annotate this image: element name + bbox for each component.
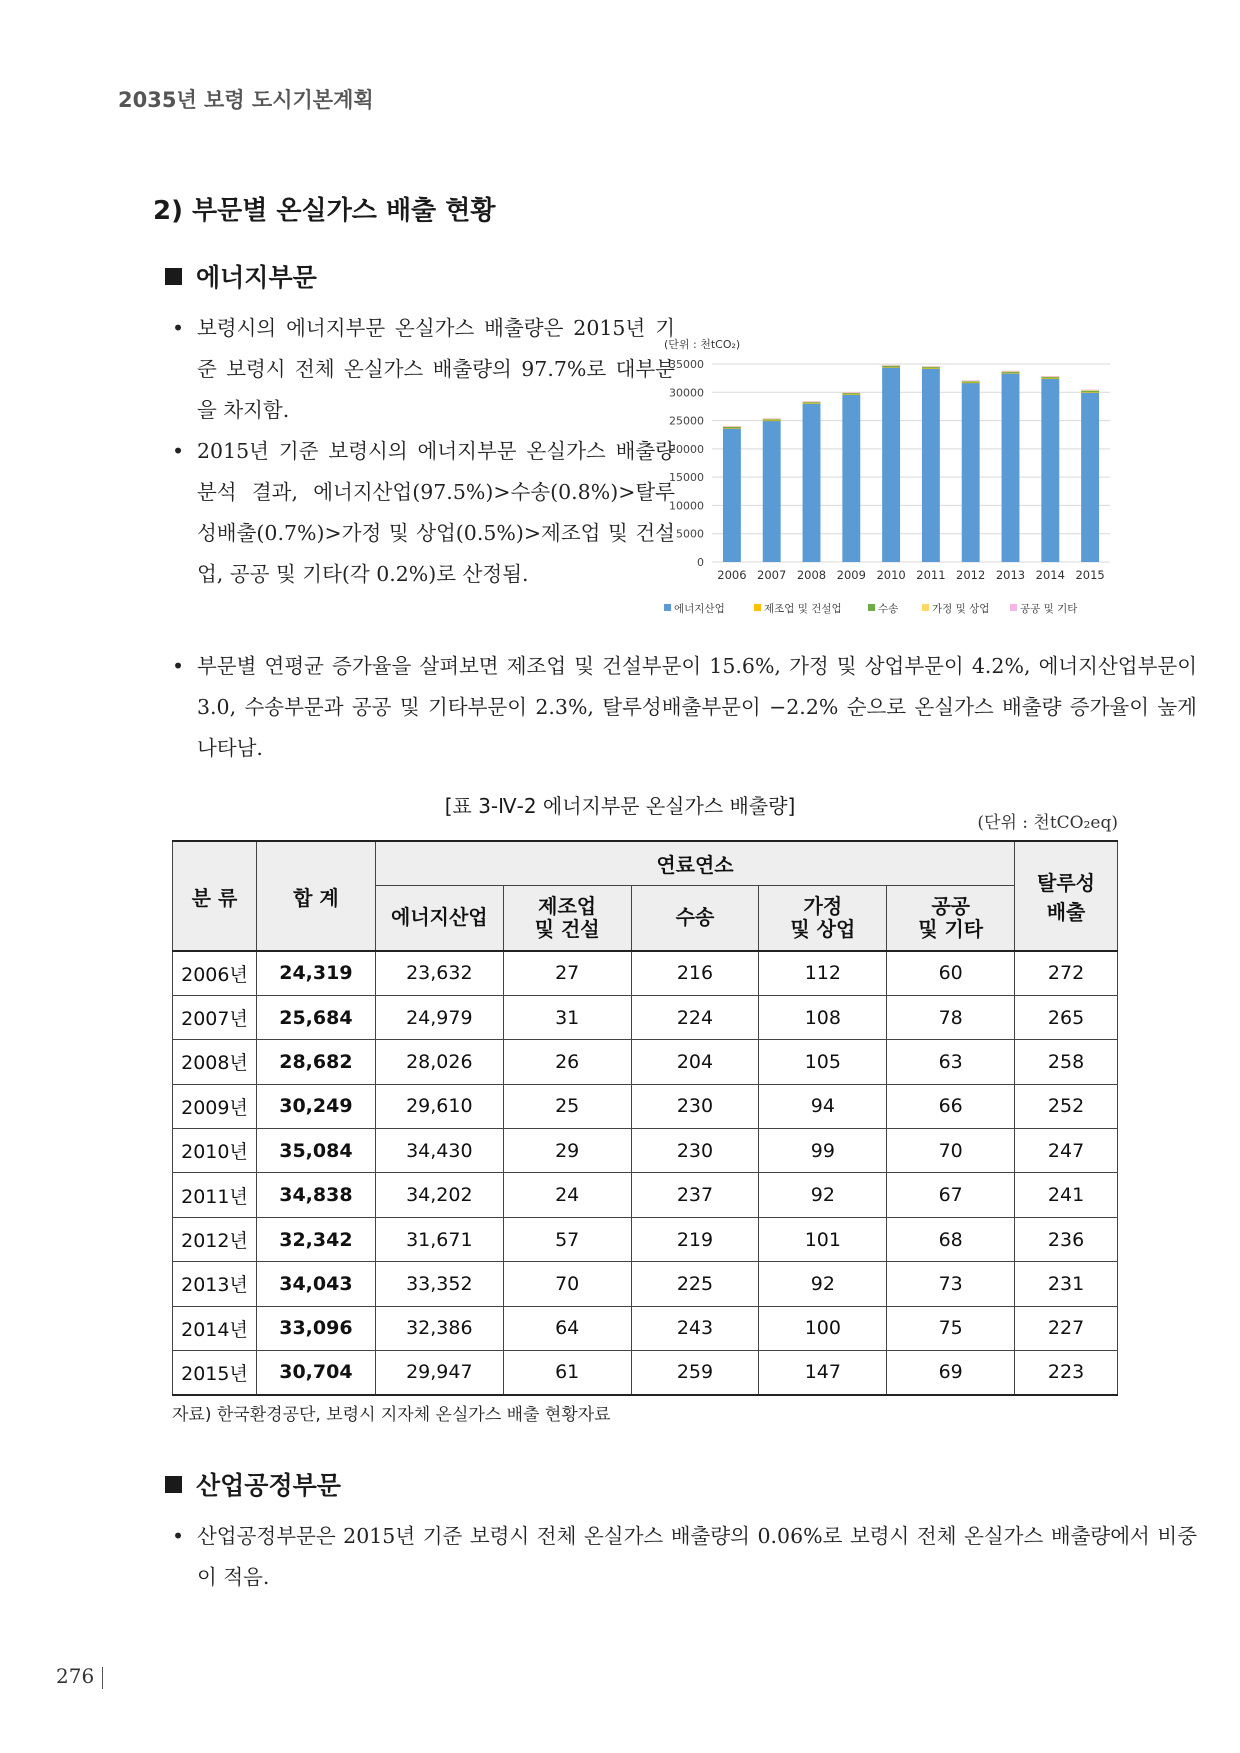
chart-bar-2 [962, 381, 980, 382]
chart-bar-0 [1002, 373, 1020, 562]
cell-transport: 225 [631, 1262, 759, 1306]
row-total: 34,838 [256, 1173, 375, 1217]
industry-heading-label: 산업공정부문 [196, 1471, 341, 1500]
chart-bar-1 [842, 394, 860, 395]
chart-bar-1 [803, 403, 821, 404]
chart-bar-2 [723, 427, 741, 428]
cell-transport: 259 [631, 1351, 759, 1395]
chart-bar-0 [723, 428, 741, 562]
cell-household: 94 [759, 1084, 887, 1128]
chart-bar-4 [803, 401, 821, 402]
square-bullet-icon [165, 1476, 182, 1493]
chart-bar-4 [1081, 390, 1099, 391]
chart-x-tick-label: 2015 [1075, 568, 1105, 582]
cell-energy-industry: 23,632 [375, 951, 503, 995]
cell-household: 112 [759, 951, 887, 995]
cell-household: 108 [759, 995, 887, 1039]
cell-transport: 224 [631, 995, 759, 1039]
cell-public: 75 [887, 1306, 1015, 1350]
row-year: 2013년 [173, 1262, 257, 1306]
energy-emissions-table [172, 840, 1118, 1396]
bullet-text: 보령시의 에너지부문 온실가스 배출량은 2015년 기준 보령시 전체 온실가스 배출량의 97.7%로 대부분을 차지함. [197, 316, 675, 422]
energy-emissions-chart [660, 334, 1120, 634]
row-year: 2014년 [173, 1306, 257, 1350]
chart-legend-swatch [868, 604, 875, 611]
table-row [173, 1129, 1118, 1173]
chart-bar-1 [962, 383, 980, 384]
chart-bar-0 [1041, 379, 1059, 562]
chart-svg [660, 334, 1120, 634]
row-year: 2010년 [173, 1129, 257, 1173]
header-fugitive [1015, 841, 1118, 951]
cell-energy-industry: 24,979 [375, 995, 503, 1039]
cell-fugitive: 272 [1015, 951, 1118, 995]
table-row [173, 1040, 1118, 1084]
cell-manufacturing: 31 [503, 995, 631, 1039]
cell-fugitive: 231 [1015, 1262, 1118, 1306]
chart-bar-1 [922, 368, 940, 369]
cell-energy-industry: 29,610 [375, 1084, 503, 1128]
table-row [173, 995, 1118, 1039]
cell-energy-industry: 34,430 [375, 1129, 503, 1173]
row-year: 2009년 [173, 1084, 257, 1128]
cell-household: 92 [759, 1262, 887, 1306]
bullet-dot-icon: • [172, 654, 185, 678]
chart-y-tick-label: 25000 [669, 414, 704, 428]
cell-public: 70 [887, 1129, 1015, 1173]
bullet-text: 산업공정부문은 2015년 기준 보령시 전체 온실가스 배출량의 0.06%로 보령시 전체 온실가스 배출량에서 비중이 적음. [197, 1524, 1197, 1589]
chart-y-tick-label: 20000 [669, 442, 704, 456]
chart-bar-0 [922, 369, 940, 562]
chart-bar-1 [1081, 392, 1099, 393]
table-row [173, 1262, 1118, 1306]
chart-bar-1 [763, 421, 781, 422]
cell-public: 63 [887, 1040, 1015, 1084]
chart-unit-label: (단위 : 천tCO₂) [664, 338, 741, 351]
chart-bar-4 [842, 392, 860, 393]
chart-legend-label: 가정 및 상업 [932, 603, 990, 615]
chart-bar-4 [1002, 371, 1020, 372]
cell-transport: 237 [631, 1173, 759, 1217]
cell-fugitive: 252 [1015, 1084, 1118, 1128]
cell-household: 101 [759, 1217, 887, 1261]
cell-manufacturing: 25 [503, 1084, 631, 1128]
row-total: 33,096 [256, 1306, 375, 1350]
cell-transport: 219 [631, 1217, 759, 1261]
row-total: 34,043 [256, 1262, 375, 1306]
table-row [173, 1351, 1118, 1395]
row-total: 35,084 [256, 1129, 375, 1173]
cell-fugitive: 265 [1015, 995, 1118, 1039]
chart-bar-2 [763, 419, 781, 420]
chart-bar-4 [882, 365, 900, 366]
chart-x-tick-label: 2013 [995, 568, 1026, 582]
cell-public: 68 [887, 1217, 1015, 1261]
table-row [173, 1084, 1118, 1128]
industry-bullet-1 [172, 1516, 1197, 1598]
row-year: 2008년 [173, 1040, 257, 1084]
chart-bar-1 [882, 367, 900, 368]
cell-public: 78 [887, 995, 1015, 1039]
cell-household: 105 [759, 1040, 887, 1084]
cell-transport: 230 [631, 1084, 759, 1128]
row-total: 28,682 [256, 1040, 375, 1084]
header-public-l2: 및 기타 [918, 916, 984, 941]
chart-legend-swatch [1010, 604, 1017, 611]
energy-heading-label: 에너지부문 [196, 263, 317, 292]
row-total: 32,342 [256, 1217, 375, 1261]
chart-bar-0 [763, 421, 781, 562]
bullet-text: 부문별 연평균 증가율을 살펴보면 제조업 및 건설부문이 15.6%, 가정 및 상업부문이 4.2%, 에너지산업부문이 3.0, 수송부문과 공공 및 기타부문이 2.3%, 탈루성배출부문이 −2.2% 순으로 온실가스 배출량 증가율이 높게 나타남. [197, 654, 1197, 760]
chart-y-tick-label: 0 [697, 556, 704, 569]
row-year: 2011년 [173, 1173, 257, 1217]
cell-manufacturing: 64 [503, 1306, 631, 1350]
bullet-dot-icon: • [172, 1524, 185, 1548]
bullet-dot-icon: • [172, 316, 185, 340]
header-public-l1: 공공 [931, 893, 970, 918]
cell-transport: 230 [631, 1129, 759, 1173]
header-household [759, 885, 887, 951]
cell-public: 69 [887, 1351, 1015, 1395]
table-row [173, 1306, 1118, 1350]
chart-bar-4 [1041, 376, 1059, 377]
cell-public: 60 [887, 951, 1015, 995]
chart-legend-label: 제조업 및 건설업 [764, 603, 842, 615]
cell-transport: 204 [631, 1040, 759, 1084]
chart-x-tick-label: 2007 [757, 568, 787, 582]
cell-public: 66 [887, 1084, 1015, 1128]
chart-x-tick-label: 2012 [956, 568, 986, 582]
chart-bar-0 [803, 403, 821, 562]
cell-energy-industry: 32,386 [375, 1306, 503, 1350]
chart-bar-2 [882, 366, 900, 367]
chart-bar-4 [962, 380, 980, 381]
header-fugitive-l2: 배출 [1046, 900, 1086, 924]
table-body [173, 951, 1118, 1395]
industry-heading [165, 1466, 341, 1502]
row-total: 30,704 [256, 1351, 375, 1395]
cell-transport: 216 [631, 951, 759, 995]
page-divider [102, 1667, 103, 1689]
cell-manufacturing: 26 [503, 1040, 631, 1084]
cell-transport: 243 [631, 1306, 759, 1350]
header-manufacturing-l2: 및 건설 [534, 916, 600, 941]
cell-public: 73 [887, 1262, 1015, 1306]
cell-energy-industry: 31,671 [375, 1217, 503, 1261]
cell-fugitive: 247 [1015, 1129, 1118, 1173]
energy-bullet-2 [172, 431, 675, 595]
cell-public: 67 [887, 1173, 1015, 1217]
chart-y-tick-label: 30000 [669, 386, 704, 400]
chart-x-tick-label: 2011 [916, 568, 946, 582]
chart-bar-0 [962, 383, 980, 562]
chart-y-tick-label: 5000 [676, 527, 704, 541]
row-total: 30,249 [256, 1084, 375, 1128]
cell-household: 100 [759, 1306, 887, 1350]
energy-bullet-3 [172, 646, 1197, 769]
header-manufacturing-l1: 제조업 [538, 893, 597, 918]
chart-bar-1 [723, 428, 741, 429]
page-number-value: 276 [56, 1664, 95, 1688]
table-row [173, 1173, 1118, 1217]
header-manufacturing [503, 885, 631, 951]
header-fuel-combustion: 연료연소 [375, 841, 1014, 885]
row-year: 2012년 [173, 1217, 257, 1261]
row-year: 2006년 [173, 951, 257, 995]
chart-x-tick-label: 2009 [836, 568, 866, 582]
header-total: 합 계 [256, 841, 375, 951]
cell-fugitive: 236 [1015, 1217, 1118, 1261]
chart-bar-0 [842, 394, 860, 562]
cell-fugitive: 223 [1015, 1351, 1118, 1395]
chart-legend-label: 공공 및 기타 [1020, 603, 1078, 615]
cell-energy-industry: 28,026 [375, 1040, 503, 1084]
chart-x-tick-label: 2006 [717, 568, 747, 582]
chart-bar-4 [763, 418, 781, 419]
cell-energy-industry: 34,202 [375, 1173, 503, 1217]
chart-legend-swatch [754, 604, 761, 611]
header-public [887, 885, 1015, 951]
row-year: 2007년 [173, 995, 257, 1039]
cell-fugitive: 258 [1015, 1040, 1118, 1084]
cell-household: 99 [759, 1129, 887, 1173]
header-energy-industry: 에너지산업 [375, 885, 503, 951]
chart-bar-1 [1041, 378, 1059, 379]
square-bullet-icon [165, 268, 182, 285]
chart-bar-2 [922, 367, 940, 368]
section-title: 2) 부문별 온실가스 배출 현황 [153, 196, 496, 226]
chart-legend-label: 에너지산업 [674, 603, 725, 615]
cell-fugitive: 241 [1015, 1173, 1118, 1217]
chart-bar-4 [922, 366, 940, 367]
cell-manufacturing: 61 [503, 1351, 631, 1395]
chart-bar-2 [1002, 372, 1020, 373]
cell-household: 92 [759, 1173, 887, 1217]
row-year: 2015년 [173, 1351, 257, 1395]
running-header: 2035년 보령 도시기본계획 [118, 88, 374, 112]
chart-bar-1 [1002, 373, 1020, 374]
table-row [173, 951, 1118, 995]
row-total: 25,684 [256, 995, 375, 1039]
table-unit-note: (단위 : 천tCO₂eq) [977, 813, 1118, 833]
cell-energy-industry: 33,352 [375, 1262, 503, 1306]
chart-bar-2 [803, 402, 821, 403]
cell-manufacturing: 70 [503, 1262, 631, 1306]
cell-manufacturing: 27 [503, 951, 631, 995]
bullet-dot-icon: • [172, 439, 185, 463]
table-row [173, 1217, 1118, 1261]
chart-bar-2 [1041, 377, 1059, 378]
bullet-text: 2015년 기준 보령시의 에너지부문 온실가스 배출량 분석 결과, 에너지산업(97.5%)>수송(0.8%)>탈루성배출(0.7%)>가정 및 상업(0.5%)>제조업 및 건설업, 공공 및 기타(각 0.2%)로 산정됨. [197, 439, 675, 586]
cell-energy-industry: 29,947 [375, 1351, 503, 1395]
chart-bar-2 [1081, 391, 1099, 392]
chart-bar-2 [842, 393, 860, 394]
header-household-l1: 가정 [803, 893, 843, 918]
chart-bar-0 [882, 367, 900, 562]
cell-fugitive: 227 [1015, 1306, 1118, 1350]
chart-x-tick-label: 2008 [796, 568, 827, 582]
cell-manufacturing: 57 [503, 1217, 631, 1261]
chart-x-tick-label: 2010 [876, 568, 906, 582]
page-number [56, 1664, 103, 1689]
chart-x-tick-label: 2014 [1035, 568, 1065, 582]
header-category: 분 류 [173, 841, 257, 951]
energy-bullet-1 [172, 308, 675, 431]
chart-bar-0 [1081, 393, 1099, 562]
chart-y-tick-label: 35000 [669, 358, 704, 371]
chart-y-tick-label: 10000 [669, 499, 704, 513]
chart-bar-4 [723, 426, 741, 427]
energy-heading [165, 258, 317, 294]
table-title: [표 3-Ⅳ-2 에너지부문 온실가스 배출량] [444, 794, 796, 818]
row-total: 24,319 [256, 951, 375, 995]
table-source-note: 자료) 한국환경공단, 보령시 지자체 온실가스 배출 현황자료 [172, 1405, 611, 1425]
chart-y-tick-label: 15000 [669, 471, 704, 485]
header-fugitive-l1: 탈루성 [1037, 871, 1096, 895]
cell-household: 147 [759, 1351, 887, 1395]
header-transport: 수송 [631, 885, 759, 951]
chart-legend-label: 수송 [878, 603, 899, 615]
cell-manufacturing: 29 [503, 1129, 631, 1173]
chart-legend-swatch [922, 604, 929, 611]
cell-manufacturing: 24 [503, 1173, 631, 1217]
chart-legend-swatch [664, 604, 671, 611]
header-household-l2: 및 상업 [790, 916, 856, 941]
